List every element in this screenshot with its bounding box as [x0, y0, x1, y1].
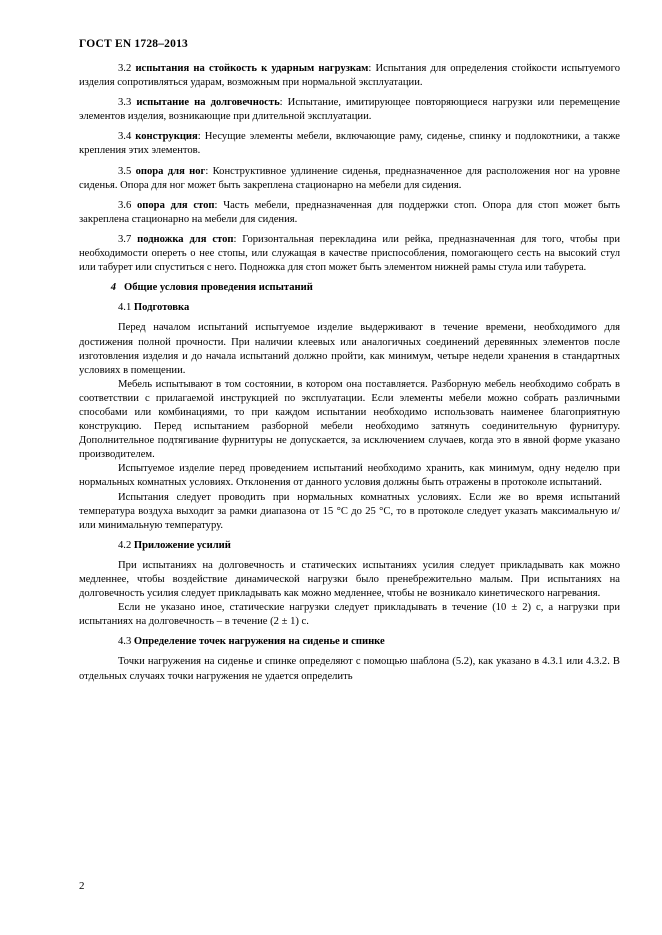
item-number: 3.5 — [118, 165, 132, 177]
item-number: 3.2 — [118, 63, 132, 74]
standard-header: ГОСТ EN 1728–2013 — [79, 38, 188, 50]
subsection-4-2-heading — [79, 539, 620, 553]
definition-text: : Конструктивное удлинение сиденья, предназначенное для расположения ног на уровне сиденья. Опора для ног может быть закреплена стационарно на мебели для сидения. — [79, 165, 620, 191]
paragraph: При испытаниях на долговечность и статических испытаниях усилия следует прикладывать как можно медленнее, чтобы воздействие динамической нагрузки было пренебрежительно малым. При испытаниях на долговечность усилия следует прикладывать как можно медленнее, чтобы не возникало кинетического нагревания. — [79, 559, 620, 600]
paragraph: Мебель испытывают в том состоянии, в котором она поставляется. Разборную мебель необходимо собрать в соответствии с прилагаемой инструкцией по эксплуатации. Если элементы мебели можно собрать различными способами или комбинациями, то при каждом испытании необходимо использовать наименее благоприятную конструкцию. Перед испытанием разборной мебели необходимо затянуть соединительную фурнитуру. Дополнительное подтягивание фурнитуры не допускается, за исключением случаев, когда это в явной форме указано производителем. — [79, 378, 620, 461]
definition-item — [79, 96, 620, 124]
definition-text: : Испытания для определения стойкости испытуемого изделия сопротивляться ударам, возможным при нормальной эксплуатации. — [79, 63, 620, 89]
definition-term: опора для ног — [135, 165, 206, 177]
subsection-number: 4.1 — [118, 302, 132, 314]
paragraph: Точки нагружения на сиденье и спинке определяют с помощью шаблона (5.2), как указано в 4.3.1 или 4.3.2. В отдельных случаях точки нагружения не удается определить — [79, 656, 620, 682]
subsection-title: Определение точек нагружения на сиденье и спинке — [133, 636, 385, 648]
definition-text: : Горизонтальная перекладина или рейка, предназначенная для того, чтобы при необходимости опереть о нее стопы, или служащая в качестве приспособления, помогающего сесть на высокий стул или табурет или спуститься с него. Подножка для стоп может быть элементом нижней рамы стула или табурета. — [79, 233, 620, 274]
paragraph: Перед началом испытаний испытуемое изделие выдерживают в течение времени, необходимого для достижения полной прочности. При наличии клеевых или аналогичных соединений деревянных элементов после изготовления изделия и до начала испытаний должно пройти, как минимум, четыре недели хранения в стандартных условиях в помещении. — [79, 322, 620, 376]
definition-term: подножка для стоп — [137, 233, 234, 245]
subsection-title: Подготовка — [133, 302, 190, 314]
section-number: 4 — [110, 282, 116, 294]
definition-term: конструкция — [135, 131, 198, 143]
definition-text: : Несущие элементы мебели, включающие раму, сиденье, спинку и подлокотники, а также крепления этих элементов. — [79, 131, 620, 157]
section-title: Общие условия проведения испытаний — [124, 282, 313, 294]
definition-text: : Часть мебели, предназначенная для поддержки стоп. Опора для стоп может быть закреплена стационарно на мебели для сидения. — [79, 199, 621, 225]
paragraph: Если не указано иное, статические нагрузки следует прикладывать в течение (10 ± 2) с, а нагрузки при испытаниях на долговечность – в течение (2 ± 1) с. — [79, 602, 620, 628]
definition-text: : Испытание, имитирующее повторяющиеся нагрузки или перемещение элементов изделия, возникающие при длительной эксплуатации. — [79, 97, 621, 123]
subsection-title: Приложение усилий — [133, 539, 231, 551]
subsection-number: 4.2 — [118, 539, 132, 551]
item-number: 3.3 — [118, 97, 132, 109]
definition-item — [79, 130, 620, 158]
page-content — [79, 62, 620, 690]
item-number: 3.6 — [118, 199, 132, 211]
definition-term: испытание на долговечность — [136, 97, 280, 109]
item-number: 3.4 — [118, 131, 132, 143]
page-number: 2 — [79, 880, 85, 892]
definition-item — [79, 233, 620, 275]
definition-term: опора для стоп — [136, 199, 215, 211]
subsection-number: 4.3 — [118, 636, 132, 648]
definition-item — [79, 165, 620, 193]
paragraph: Испытуемое изделие перед проведением испытаний необходимо хранить, как минимум, одну неделю при нормальных комнатных условиях. Отклонения от данного условия должны быть отражены в протоколе испытаний. — [79, 463, 620, 489]
subsection-4-3-heading — [79, 635, 620, 649]
definition-term: испытания на стойкость к ударным нагрузкам — [135, 63, 369, 74]
paragraph: Испытания следует проводить при нормальных комнатных условиях. Если же во время испытаний температура воздуха выходит за рамки диапазона от 15 °С до 25 °С, то в протоколе следует указать максимальную и/или минимальную температуру. — [79, 491, 620, 531]
section-4-heading — [79, 281, 620, 295]
subsection-4-1-heading — [79, 301, 620, 315]
definition-item — [79, 199, 620, 227]
definition-item — [79, 62, 620, 90]
item-number: 3.7 — [118, 233, 132, 245]
